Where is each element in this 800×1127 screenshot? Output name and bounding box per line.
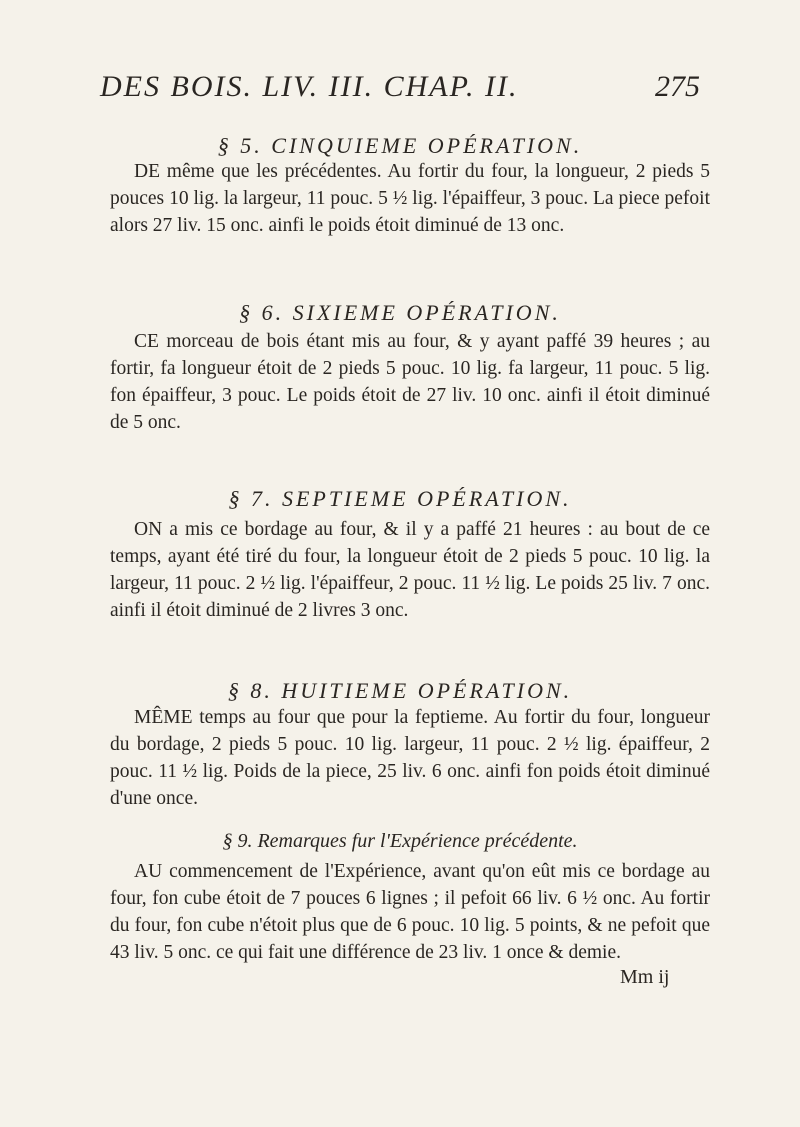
paragraph-section-8: MÊME temps au four que pour la feptieme. Au fortir du four, longueur du bordage, 2 pieds 5 pouc. 10 lig. largeur, 11 pouc. 2 ½ lig. épaiffeur, 2 pouc. 11 ½ lig. Poids de la piece, 25 liv. 6 onc. ainfi fon poids étoit diminué d'une once. — [110, 707, 710, 809]
section-heading-9: § 9. Remarques fur l'Expérience précédente. — [222, 830, 578, 852]
signature-mark: Mm ij — [620, 966, 670, 988]
paragraph-section-6: CE morceau de bois étant mis au four, & y ayant paffé 39 heures ; au fortir, fa longueur étoit de 2 pieds 5 pouc. 10 lig. fa largeur, 11 pouc. 5 lig. fon épaiffeur, 3 pouc. Le poids étoit de 27 liv. 10 onc. ainfi il étoit diminué de 5 onc. — [110, 331, 710, 433]
section-heading-7: § 7. SEPTIEME OPÉRATION. — [228, 486, 572, 511]
running-head-title: DES BOIS. LIV. III. CHAP. II. — [100, 70, 519, 103]
paragraph-section-9: AU commencement de l'Expérience, avant qu'on eût mis ce bordage au four, fon cube étoit de 7 pouces 6 lignes ; il pefoit 66 liv. 6 ½ onc. Au fortir du four, fon cube n'étoit plus que de 6 pouc. 10 lig. 5 points, & ne pefoit que 43 liv. 5 onc. ce qui fait une différence de 23 liv. 1 once & demie. — [110, 861, 710, 963]
section-heading-6: § 6. SIXIEME OPÉRATION. — [239, 300, 561, 325]
section-heading-5: § 5. CINQUIEME OPÉRATION. — [217, 133, 583, 158]
paragraph-section-5: DE même que les précédentes. Au fortir du four, la longueur, 2 pieds 5 pouces 10 lig. la largeur, 11 pouc. 5 ½ lig. l'épaiffeur, 3 pouc. La piece pefoit alors 27 liv. 15 onc. ainfi le poids étoit diminué de 13 onc. — [110, 161, 710, 236]
paragraph-section-7: ON a mis ce bordage au four, & il y a paffé 21 heures : au bout de ce temps, ayant été tiré du four, la longueur étoit de 2 pieds 5 pouc. 10 lig. la largeur, 11 pouc. 2 ½ lig. l'épaiffeur, 2 pouc. 11 ½ lig. Le poids 25 liv. 7 onc. ainfi il étoit diminué de 2 livres 3 onc. — [110, 519, 710, 621]
page-number: 275 — [655, 70, 700, 103]
section-heading-8: § 8. HUITIEME OPÉRATION. — [227, 678, 573, 703]
running-head — [100, 70, 700, 110]
